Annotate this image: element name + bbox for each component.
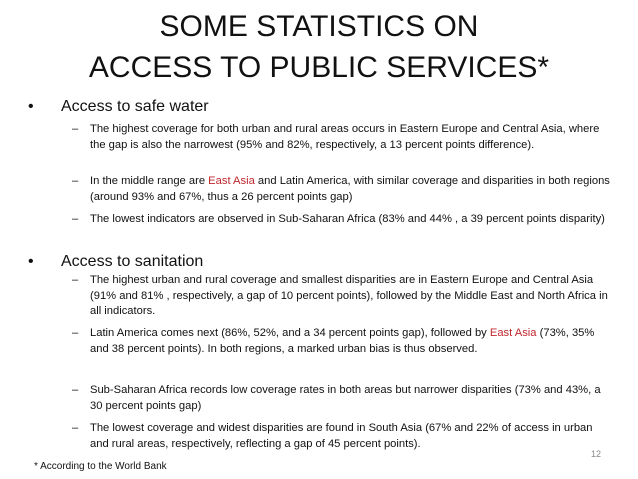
title-line-1: SOME STATISTICS ON [159,10,479,43]
list-item-text: The highest urban and rural coverage and smallest disparities are in Eastern Europe and Central Asia (91% and 81% , respectively, a gap of 10 percent points), followed by the Middle East and North Africa in all indicators. [90,274,608,317]
list-item [72,383,612,414]
list-item [72,122,612,153]
section-heading-text: Access to safe water [61,98,209,115]
footnote: * According to the World Bank [34,461,167,472]
title-line-2: ACCESS TO PUBLIC SERVICES* [88,51,550,84]
list-item [72,212,612,228]
bullet-icon: • [28,98,34,115]
list-item [72,174,612,205]
highlight-east-asia: East Asia [489,327,537,339]
list-item-text: In the middle range are East Asia and Latin America, with similar coverage and disparities in both regions (around 93% and 67%, thus a 26 percent points gap) [90,175,610,203]
dash-icon: – [72,213,79,225]
list-item [72,421,612,452]
dash-icon: – [72,327,79,339]
list-item-text: Latin America comes next (86%, 52%, and a 34 percent points gap), followed by East Asia (73%, 35% and 38 percent points). In both regions, a marked urban bias is thus observed. [90,327,595,355]
list-item [72,326,612,357]
dash-icon: – [72,123,79,135]
list-item-text: Sub-Saharan Africa records low coverage rates in both areas but narrower disparities (73% and 43%, a 30 percent points gap) [90,384,601,412]
bullet-icon: • [28,253,34,270]
list-item-text: The highest coverage for both urban and rural areas occurs in Eastern Europe and Central Asia, where the gap is also the narrowest (95% and 82%, respectively, a 13 percent points difference). [90,123,600,151]
dash-icon: – [72,384,79,396]
highlight-east-asia: East Asia [208,175,255,187]
dash-icon: – [72,274,79,286]
dash-icon: – [72,175,79,187]
list-item-text: The lowest indicators are observed in Sub-Saharan Africa (83% and 44% , a 39 percent points disparity) [90,213,605,225]
slide-title [0,6,638,88]
list-item-text: The lowest coverage and widest disparities are found in South Asia (67% and 22% of access in urban and rural areas, respectively, reflecting a gap of 45 percent points). [90,422,593,450]
page-number: 12 [591,449,602,459]
section-heading-text: Access to sanitation [61,253,204,270]
dash-icon: – [72,422,79,434]
list-item [72,273,612,320]
